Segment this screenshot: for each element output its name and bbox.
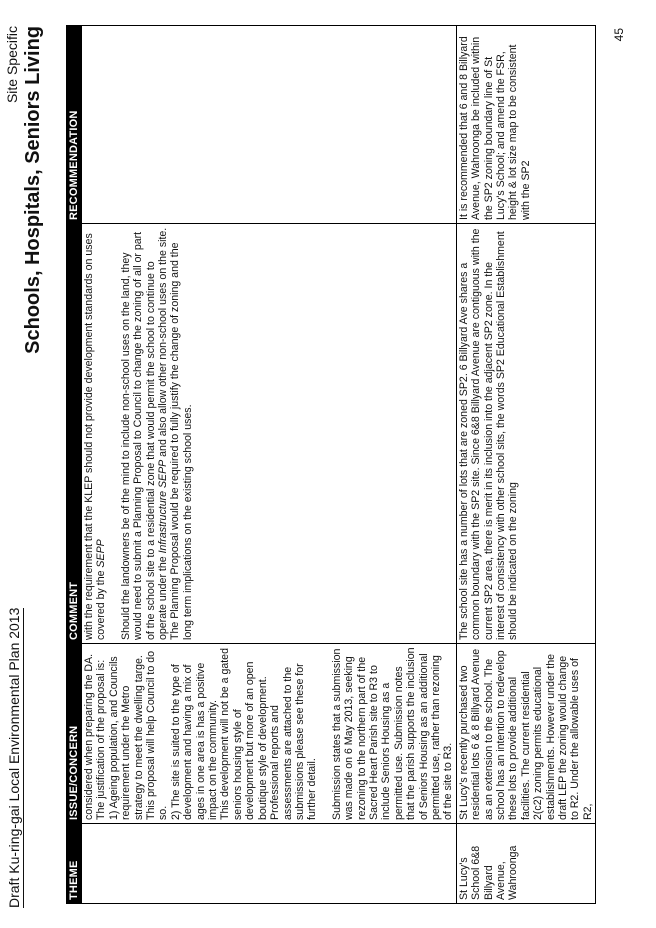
issue-cell (82, 644, 457, 824)
issue-paragraph: considered when preparing the DA. The justification of the proposal is: 1) Ageing population, and Councils requirement under the Metro strategy to meet the dwelling targe. This proposal will help Council to do so. 2) The site is suited to the type of development and having a mix of ages in one area is has a positive impact on the community. This development will not be a gated seniors housing style of development but more of an open boutique style of development. Professional reports and assessments are attached to the submissions please see these for further detail. (83, 648, 319, 820)
comment-text: with the requirement that the KLEP should not provide development standards on uses covered by the (83, 233, 108, 640)
issue-paragraph: Submission states that a submission was made on 6 May 2013, seeking rezoning to the northern part of the Sacred Heart Parish site to R3 to include Seniors Housing as a permitted use. Submission notes that the parish supports the inclusion of Seniors Housing as an additional permitted use, rather than rezoning of the site to R3. (330, 647, 455, 820)
column-header-comment: COMMENT (67, 224, 82, 644)
recommendation-cell (82, 26, 457, 224)
comment-text: Should the landowners be of the mind to include non-school uses on the land, they would need to submit a Planning Proposal to Council to change the zoning of all or part of the school site to a residential zone that would permit the school to continue to operate under the (119, 231, 170, 640)
table-row (456, 26, 595, 904)
submissions-table (66, 25, 596, 904)
document-title: Draft Ku-ring-gai Local Environmental Plan 2013 (6, 607, 22, 908)
column-header-theme: THEME (67, 824, 82, 904)
section-label: Site Specific (4, 26, 20, 104)
comment-paragraph (120, 227, 194, 640)
theme-cell: St Lucy's School 6&8 Billyard Avenue, Wahroonga (456, 824, 595, 904)
section-title: Schools, Hospitals, Seniors Living (22, 26, 44, 354)
comment-italic: SEPP (95, 539, 108, 568)
comment-italic: Infrastructure SEPP (157, 459, 170, 554)
comment-cell: The school site has a number of lots that are zoned SP2. 6 Billyard Ave shares a common boundary with the SP2 site. Since 6&8 Billyard Avenue are contiguous with the current SP2 area, there is merit in its inclusion into the adjacent SP2 zone. In the interest of consistency with other school sits, the words SP2 Educational Establishment should be indicated on the zoning (456, 224, 595, 644)
comment-paragraph (83, 227, 108, 640)
recommendation-cell: It is recommended that 6 and 8 Billyard Avenue, Wahroonga be included within the SP2 zoning boundary line of St Lucy's School; and amend the FSR, height & lot size map to be consistent with the SP2 (456, 26, 595, 224)
page-number: 45 (612, 28, 626, 42)
comment-text: and also allow other non-school uses on the site. The Planning Proposal would be required to fully justify the change of zoning and the long term implications on the existing school uses. (157, 227, 194, 640)
theme-cell (82, 824, 457, 904)
issue-cell: St Lucy's recently purchased two residential lots 6 & 8 Billyard Avenue as an extension to the school. The school has an intention to redevelop these lots to provide additional facilities. The current residential 2(c2) zoning permits educational establishments. However under the draft LEP the zoning would change to R2. Under the allowable uses of R2, (456, 644, 595, 824)
column-header-issue: ISSUE/CONCERN (67, 644, 82, 824)
comment-cell (82, 224, 457, 644)
table-row (82, 26, 457, 904)
table-header-row (67, 26, 82, 904)
section-header (4, 26, 45, 354)
column-header-recommendation: RECOMMENDATION (67, 26, 82, 224)
